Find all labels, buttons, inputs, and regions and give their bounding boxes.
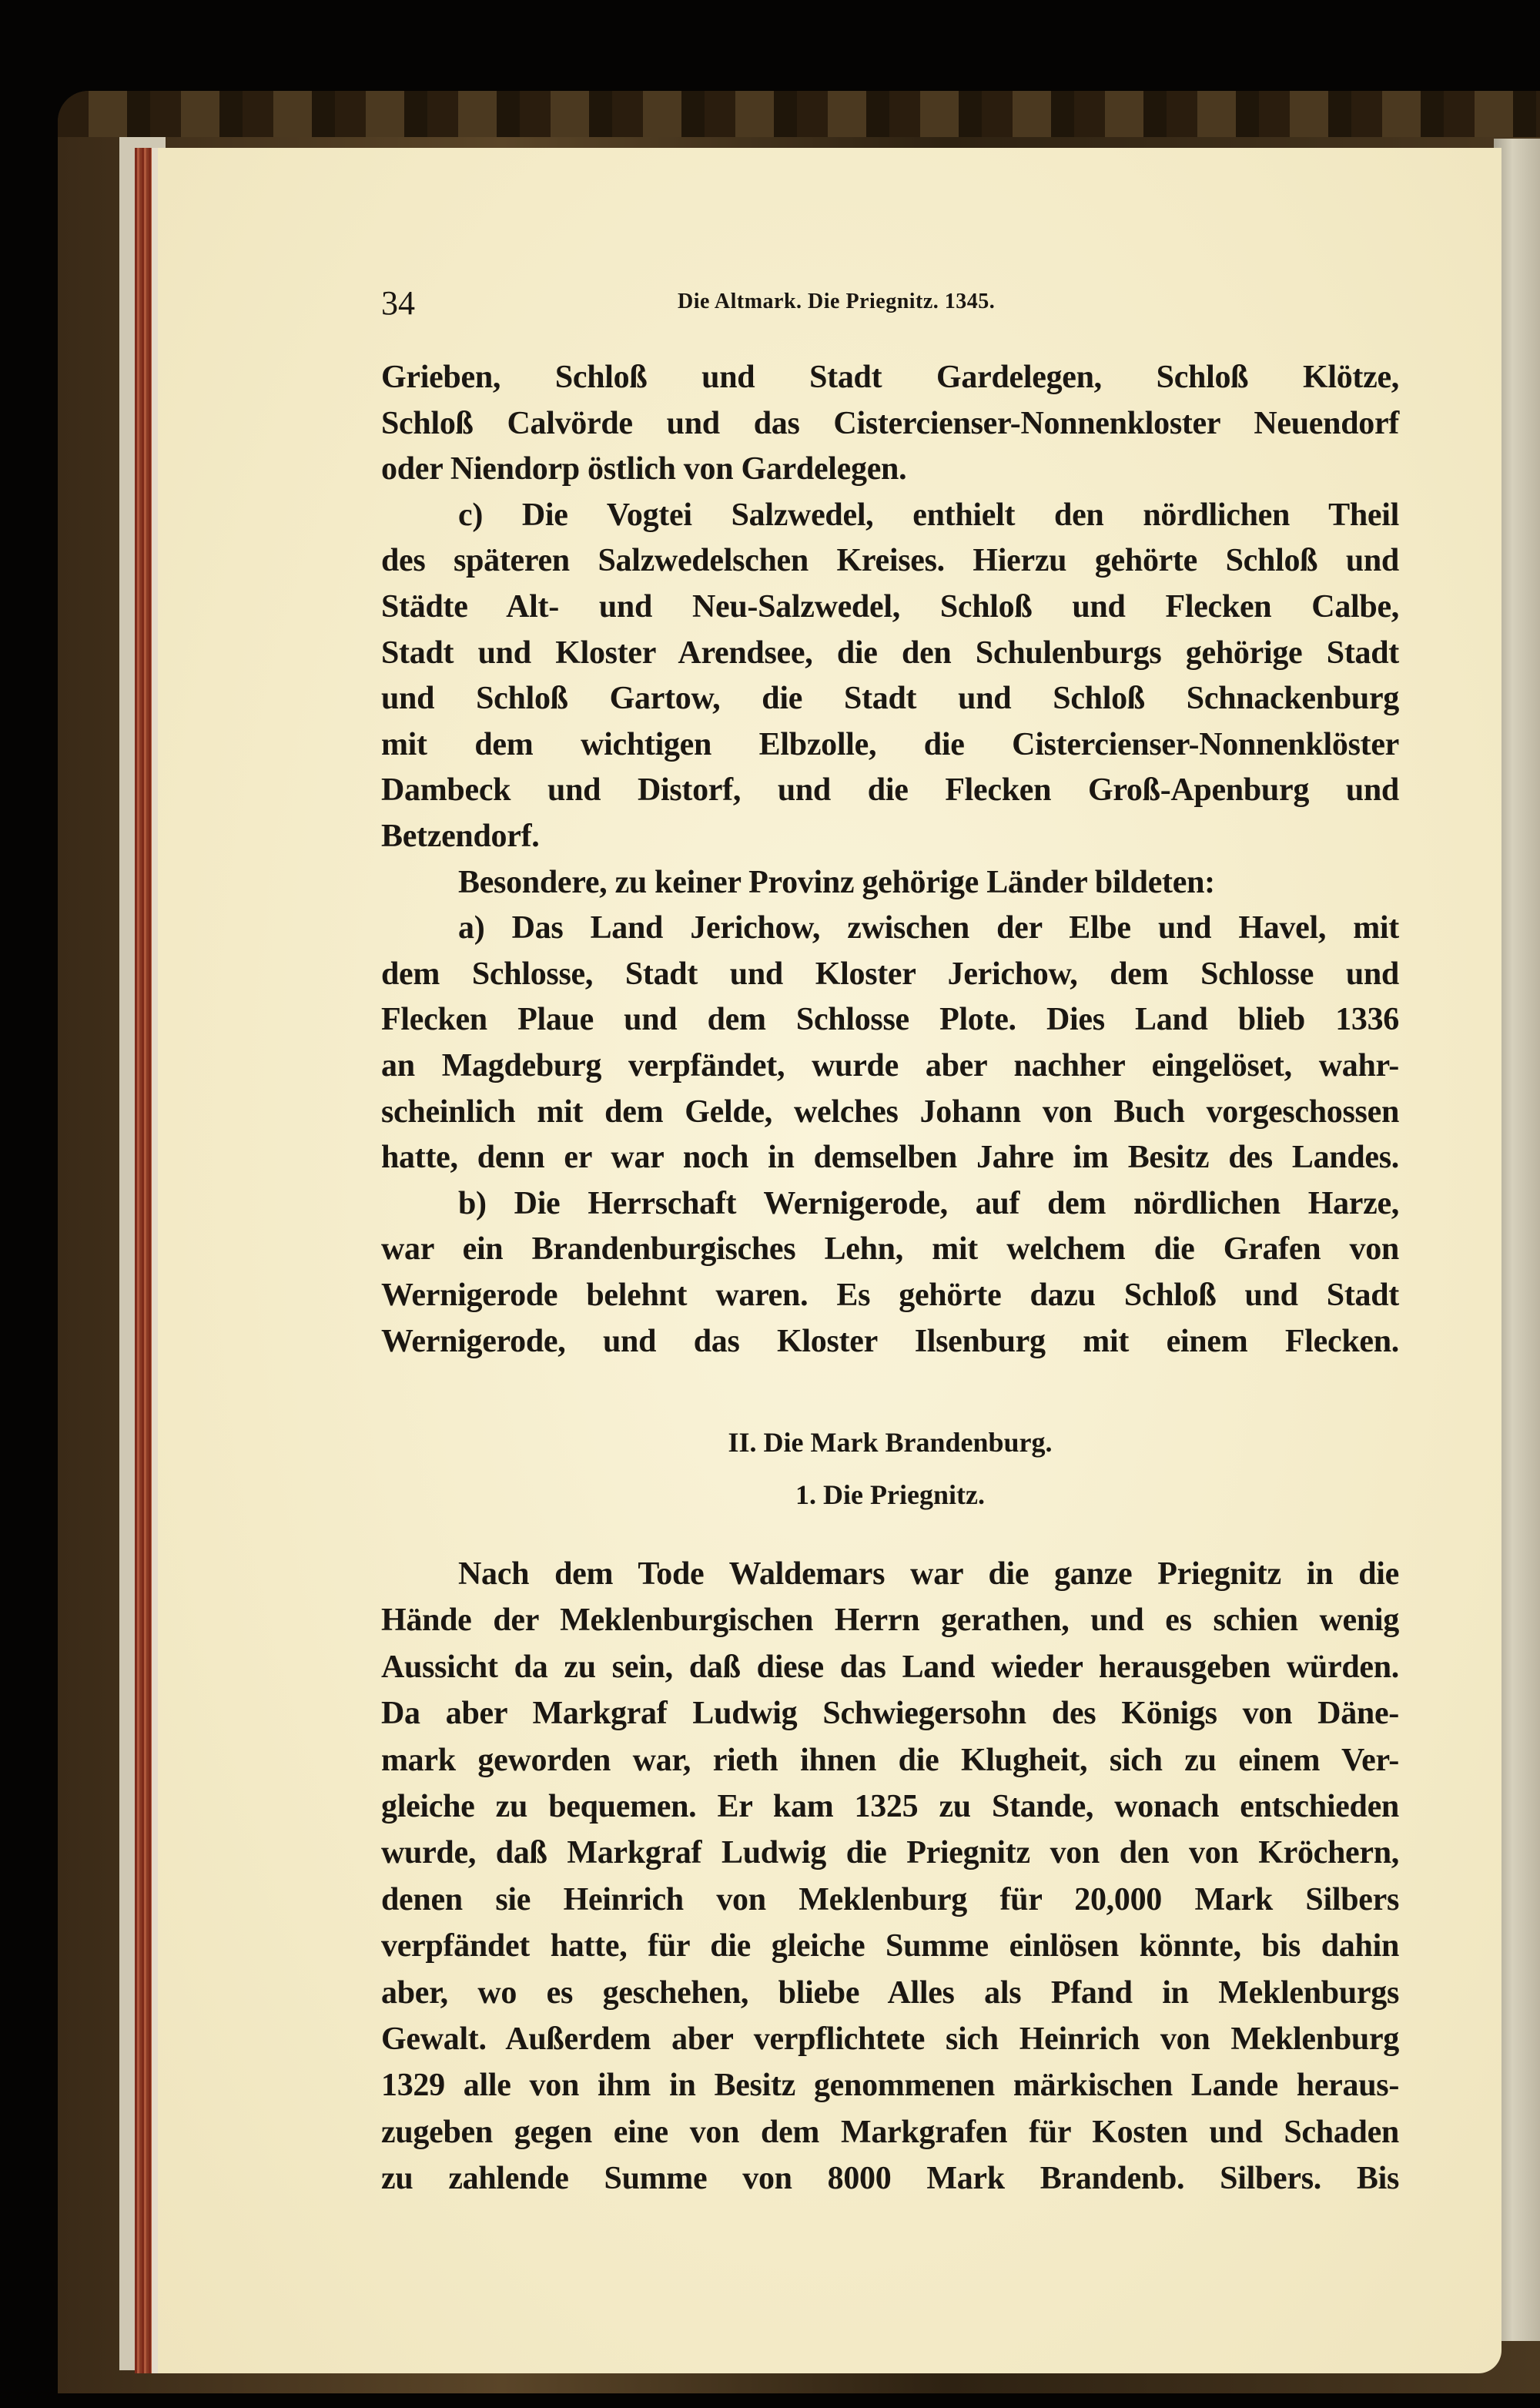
text-line [381,1182,1399,1225]
text-line-content: dem Schlosse, Stadt und Kloster Jerichow, dem Schlosse und [381,956,1399,992]
text-line [381,1090,1399,1134]
running-header: Die Altmark. Die Priegnitz. 1345. [678,290,996,313]
text-line [381,585,1399,628]
text-line [381,723,1399,766]
text-line-content: wurde, daß Markgraf Ludwig die Priegnitz von den von Kröchern, [381,1835,1399,1871]
text-line-content: Hände der Meklenburgischen Herrn gerathen, und es schien wenig [381,1603,1399,1639]
text-line-content: Stadt und Kloster Arendsee, die den Schulenburgs gehörige Stadt [381,635,1399,671]
text-line [381,1831,1399,1874]
chapter-heading: II. Die Mark Brandenburg. [728,1427,1053,1458]
text-line-content: verpfändet hatte, für die gleiche Summe einlösen könnte, bis dahin [381,1928,1399,1964]
text-line-content: aber, wo es geschehen, bliebe Alles als Pfand in Meklenburgs [381,1974,1399,2011]
text-line-content: Dambeck und Distorf, und die Flecken Groß-Apenburg und [381,772,1399,809]
text-line-content: Wernigerode belehnt waren. Es gehörte dazu Schloß und Stadt [381,1278,1399,1313]
section-heading: 1. Die Priegnitz. [795,1479,985,1510]
text-line [381,1552,1399,1596]
text-line-content: c) Die Vogtei Salzwedel, enthielt den nördlichen Theil [458,497,1399,533]
text-line-content: Gewalt. Außerdem aber verpflichtete sich Heinrich von Meklenburg [381,2021,1399,2057]
text-line [381,1971,1399,2014]
text-line [381,998,1399,1041]
text-line-content: mark geworden war, rieth ihnen die Klugheit, sich zu einem Ver- [381,1742,1399,1778]
text-line [381,1044,1399,1087]
text-line-content: 1329 alle von ihm in Besitz genommenen märkischen Lande heraus- [381,2068,1399,2104]
text-line [381,1785,1399,1828]
text-line-content: gleiche zu bequemen. Er kam 1325 zu Stande, wonach entschieden [381,1789,1399,1824]
text-line [381,2064,1399,2107]
text-line [381,2157,1399,2200]
text-line [381,1599,1399,1642]
text-line [381,769,1399,812]
text-line [381,2018,1399,2061]
text-line [381,1878,1399,1921]
text-line-content: Aussicht da zu sein, daß diese das Land wieder herausgeben würden. [381,1649,1399,1685]
text-line [381,906,1399,949]
text-line-content: an Magdeburg verpfändet, wurde aber nachher eingelöset, wahr- [381,1048,1399,1083]
text-line [381,631,1399,675]
text-line-content: Nach dem Tode Waldemars war die ganze Priegnitz in die [458,1556,1399,1592]
text-line [381,356,1399,399]
text-line-content: Besondere, zu keiner Provinz gehörige Länder bildeten: [458,864,1215,900]
text-line-content: Da aber Markgraf Ludwig Schwiegersohn des Königs von Däne- [381,1696,1399,1732]
book-cover-top-edge [58,91,1540,137]
text-line [381,815,1399,858]
text-line [381,1739,1399,1782]
text-line [381,1646,1399,1689]
text-line [381,1924,1399,1968]
page-number: 34 [381,284,415,322]
text-line-content: Wernigerode, und das Kloster Ilsenburg mit einem Flecken. [381,1323,1399,1359]
text-line-content: zu zahlende Summe von 8000 Mark Brandenb. Silbers. Bis [381,2161,1399,2197]
text-line-content: war ein Brandenburgisches Lehn, mit welchem die Grafen von [381,1231,1399,1268]
text-line-content: mit dem wichtigen Elbzolle, die Cistercienser-Nonnenklöster [381,726,1399,762]
text-line [381,402,1399,445]
text-line-content: oder Niendorp östlich von Gardelegen. [381,451,907,487]
text-line [381,861,1399,904]
text-line-content: Flecken Plaue und dem Schlosse Plote. Dies Land blieb 1336 [381,1002,1399,1038]
text-line-content: scheinlich mit dem Gelde, welches Johann von Buch vorgeschossen [381,1093,1399,1130]
text-line [381,1692,1399,1735]
text-line [381,1136,1399,1179]
text-line [381,677,1399,720]
text-line-content: hatte, denn er war noch in demselben Jahre im Besitz des Landes. [381,1140,1399,1176]
text-line [381,494,1399,537]
text-line-content: Schloß Calvörde und das Cistercienser-Nonnenkloster Neuendorf [381,405,1399,441]
text-line [381,2111,1399,2154]
text-line-content: denen sie Heinrich von Meklenburg für 20,000 Mark Silbers [381,1881,1399,1917]
text-line-content: Betzendorf. [381,819,540,854]
text-line [381,539,1399,582]
text-line [381,1320,1399,1363]
text-line [381,1274,1399,1317]
text-line-content: und Schloß Gartow, die Stadt und Schloß Schnackenburg [381,681,1399,717]
text-line-content: a) Das Land Jerichow, zwischen der Elbe und Havel, mit [458,910,1399,946]
text-line [381,953,1399,996]
text-line-content: Grieben, Schloß und Stadt Gardelegen, Schloß Klötze, [381,360,1399,395]
text-line [381,447,1399,491]
text-line [381,1227,1399,1271]
text-line-content: Städte Alt- und Neu-Salzwedel, Schloß und Flecken Calbe, [381,589,1399,625]
text-line-content: des späteren Salzwedelschen Kreises. Hierzu gehörte Schloß und [381,543,1399,579]
text-line-content: b) Die Herrschaft Wernigerode, auf dem nördlichen Harze, [458,1185,1399,1221]
text-line-content: zugeben gegen eine von dem Markgrafen für Kosten und Schaden [381,2114,1399,2150]
